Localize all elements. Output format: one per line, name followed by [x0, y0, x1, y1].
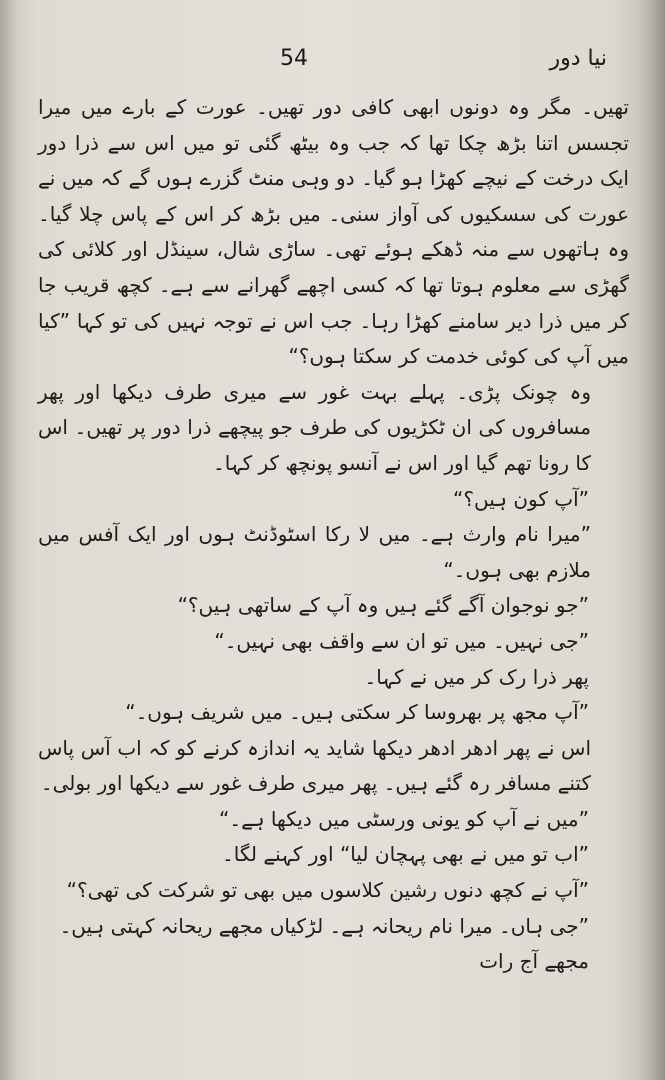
- page-shadow-right: [637, 0, 665, 1080]
- dialogue-line-7: ”اب تو میں نے بھی پہچان لیا“ اور کہنے لگا۔: [222, 842, 589, 867]
- narration-line-1: پھر ذرا رک کر میں نے کہا۔: [364, 664, 589, 689]
- paragraph-3: اس نے پھر ادھر ادھر دیکھا شاید یہ اندازہ کرنے کو کہ اب آس پاس کتنے مسافر رہ گئے ہیں۔ پھر میری طرف غور سے دیکھا اور بولی۔: [38, 735, 591, 796]
- dialogue-line-5: ”آپ مجھ پر بھروسا کر سکتی ہیں۔ میں شریف ہوں۔“: [125, 700, 589, 725]
- dialogue-line-3: ”جو نوجوان آگے گئے ہیں وہ آپ کے ساتھی ہیں؟“: [177, 593, 589, 618]
- paragraph-2: وہ چونک پڑی۔ پہلے بہت غور سے میری طرف دیکھا اور پھر مسافروں کی ان ٹکڑیوں کی طرف جو پیچھے ذرا دور پر تھیں۔ اس کا رونا تھم گیا اور اس نے آنسو پونچھ کر کہا۔: [38, 379, 591, 475]
- paragraph-1: تھیں۔ مگر وہ دونوں ابھی کافی دور تھیں۔ عورت کے بارے میں میرا تجسس اتنا بڑھ چکا تھا کہ جب وہ بیٹھ گئی تو میں اس سے ذرا دور ایک درخت کے نیچے کھڑا ہو گیا۔ دو وہی منٹ گزرے ہوں گے کہ میں نے عورت کی سسکیوں کی آواز سنی۔ میں بڑھ کر اس کے پاس چلا گیا۔ وہ ہاتھوں سے منہ ڈھکے ہوئے تھی۔ ساڑی شال، سینڈل اور کلائی کی گھڑی سے معلوم ہوتا تھا کہ کسی اچھے گھرانے سے ہے۔ کچھ قریب جا کر میں ذرا دیر سامنے کھڑا رہا۔ جب اس نے توجہ نہیں کی تو کہا ”کیا میں آپ کی کوئی خدمت کر سکتا ہوں؟“: [38, 95, 629, 369]
- dialogue-line-4: ”جی نہیں۔ میں تو ان سے واقف بھی نہیں۔“: [214, 628, 589, 653]
- dialogue-line-6: ”میں نے آپ کو یونی ورسٹی میں دیکھا ہے۔“: [219, 806, 589, 831]
- dialogue-line-8: ”آپ نے کچھ دنوں رشین کلاسوں میں بھی تو شرکت کی تھی؟“: [66, 878, 589, 903]
- dialogue-line-9: ”جی ہاں۔ میرا نام ریحانہ ہے۔ لڑکیاں مجھے ریحانہ کہتی ہیں۔ مجھے آج رات: [59, 913, 589, 974]
- journal-name: نیا دور: [549, 46, 607, 71]
- page-shadow-left: [0, 0, 18, 1080]
- dialogue-line-2: ”میرا نام وارث ہے۔ میں لا رکا اسٹوڈنٹ ہوں اور ایک آفس میں ملازم بھی ہوں۔“: [38, 522, 591, 582]
- page-number: 54: [280, 46, 308, 71]
- dialogue-line-1: ”آپ کون ہیں؟“: [453, 486, 589, 511]
- body-text: [38, 90, 629, 980]
- page-header: [40, 46, 625, 86]
